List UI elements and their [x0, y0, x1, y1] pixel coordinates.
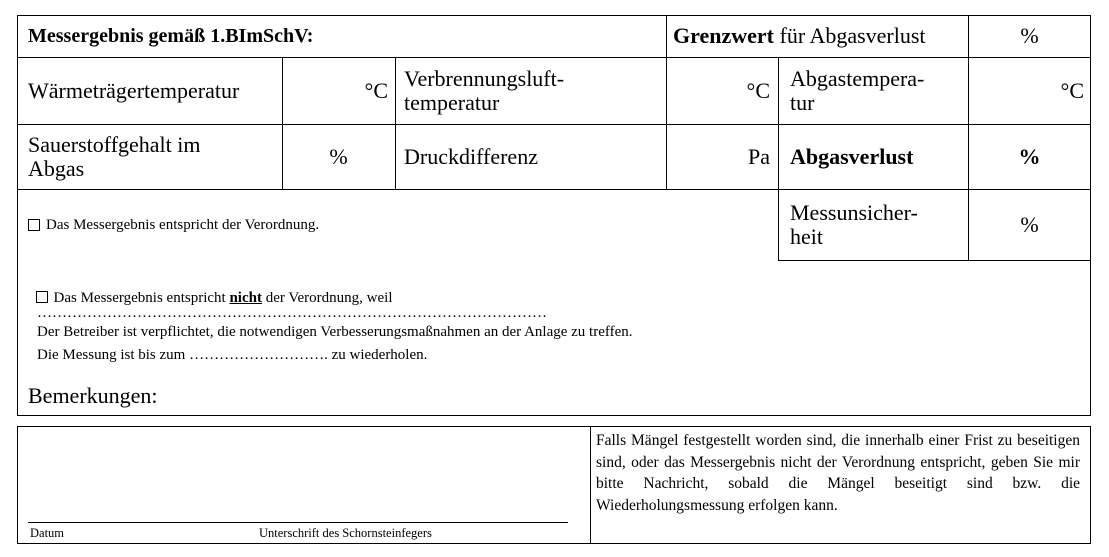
- non-compliant-check[interactable]: Das Messergebnis entspricht nicht der Verordnung, weil: [28, 271, 788, 307]
- uncertainty-label: Messunsicher- heit: [790, 199, 918, 249]
- operator-duty-text: Der Betreiber ist verpflichtet, die notwendigen Verbesserungsmaßnahmen an der Anlage zu treffen.: [37, 324, 633, 340]
- combustion-air-temp-unit: °C: [746, 77, 770, 103]
- compliant-check[interactable]: Das Messergebnis entspricht der Verordnung.: [28, 189, 768, 260]
- divider: [395, 57, 396, 189]
- divider: [778, 260, 1091, 261]
- flue-gas-temp-unit: °C: [1060, 77, 1084, 103]
- limit-unit: %: [1020, 23, 1039, 48]
- divider: [590, 426, 591, 544]
- checkbox-compliant[interactable]: [28, 219, 40, 231]
- notice-text: Falls Mängel festgestellt worden sind, die innerhalb einer Frist zu beseitigen sind, oder das Messergebnis nicht der Verordnung entspricht, geben Sie mir bitte Nachricht, sobald die Mängel beseitigt sind bzw. die Wiederholungsmessung erfolgen kann.: [596, 432, 1080, 514]
- oxygen-content-label: Sauerstoffgehalt im Abgas: [28, 131, 201, 181]
- result-heading: Messergebnis gemäß 1.BImSchV:: [28, 25, 314, 47]
- limit-label: Grenzwert für Abgasverlust: [673, 23, 926, 48]
- reason-dotted-line: …………………………………………………………………………………………: [37, 305, 547, 321]
- flue-gas-temp-label: Abgastempera- tur: [790, 65, 925, 115]
- divider: [778, 57, 779, 260]
- signature-label: Unterschrift des Schornsteinfegers: [259, 526, 432, 540]
- flue-gas-loss-label: Abgasverlust: [790, 143, 914, 169]
- signature-line: [28, 522, 568, 523]
- repeat-measurement-text: Die Messung ist bis zum ………………………. zu wiederholen.: [37, 347, 428, 363]
- combustion-air-temp-label: Verbrennungsluft- temperatur: [404, 65, 565, 115]
- pressure-difference-label: Druckdifferenz: [404, 143, 538, 169]
- date-label: Datum: [30, 526, 65, 540]
- oxygen-content-unit: %: [329, 143, 348, 169]
- uncertainty-unit: %: [1020, 211, 1039, 237]
- divider: [666, 15, 667, 57]
- remarks-label: Bemerkungen:: [28, 383, 158, 408]
- checkbox-non-compliant[interactable]: [36, 291, 48, 303]
- heat-carrier-temp-unit: °C: [364, 77, 388, 103]
- flue-gas-loss-unit: %: [1018, 143, 1041, 169]
- pressure-difference-unit: Pa: [748, 143, 770, 169]
- heat-carrier-temp-label: Wärmeträgertemperatur: [28, 77, 240, 103]
